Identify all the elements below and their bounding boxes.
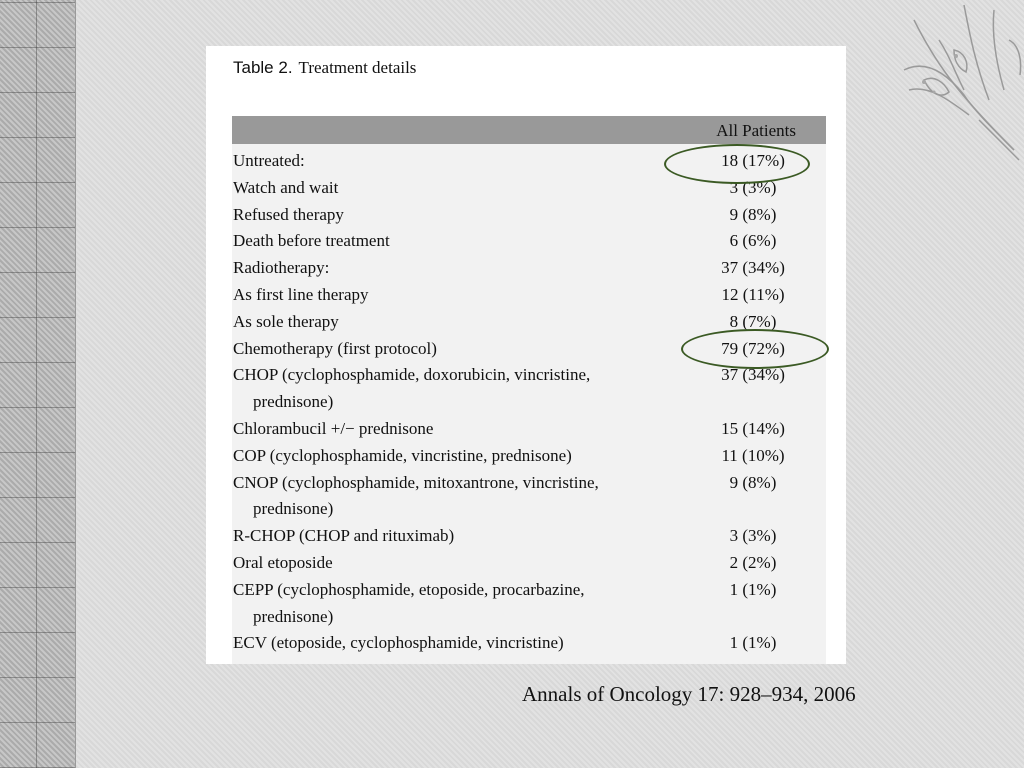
row-label-text: Radiotherapy: [233,258,330,278]
table-number: Table 2. [233,58,293,77]
row-value: 1 (1%) [729,633,777,653]
row-label-text: Watch and wait [233,177,339,197]
citation-text: Annals of Oncology 17: 928–934, 2006 [522,682,856,706]
table-title [233,58,416,78]
row-label [232,523,683,550]
row-label-text: Untreated: [233,151,305,170]
row-value: 2 (2%) [729,552,777,572]
row-label-text: CHOP (cyclophosphamide, doxorubicin, vincristine, [233,365,591,385]
row-value: 79 (72%) [721,338,785,358]
row-value: 6 (6%) [729,231,777,251]
table-row [232,416,826,443]
left-patterned-strip [0,0,76,768]
table-row [232,630,826,657]
row-value: 8 (7%) [729,311,777,331]
row-value: 3 (3%) [729,177,777,197]
table-row [232,470,826,524]
row-label [232,630,683,657]
row-label-text: As sole therapy [233,311,339,331]
row-label [232,148,683,175]
row-label-text: CNOP (cyclophosphamide, mitoxantrone, vincristine, [233,472,599,492]
row-label-text: Refused therapy [233,204,344,224]
row-label [232,202,683,229]
row-value: 11 (10%) [721,445,785,465]
table-body [232,144,826,657]
butterfly-ornament-icon [894,0,1024,170]
row-label [232,228,683,255]
row-label [232,255,683,282]
table-row [232,202,826,229]
row-label [232,362,683,416]
table-row [232,550,826,577]
row-value: 3 (3%) [729,526,777,546]
row-label-text: CEPP (cyclophosphamide, etoposide, procarbazine, [233,579,585,599]
row-label [232,577,683,631]
row-label [232,282,683,309]
row-label-text: Chlorambucil +/− prednisone [233,418,434,438]
row-value: 12 (11%) [721,284,785,304]
row-value: 37 (34%) [721,365,785,385]
table-header [232,116,826,144]
row-label [232,443,683,470]
treatment-table [232,116,826,664]
table-row [232,523,826,550]
table-row [232,362,826,416]
row-label [232,550,683,577]
row-label-text: Death before treatment [233,231,390,251]
row-label-continuation: prednisone) [253,499,334,519]
row-label [232,470,683,524]
row-label [232,336,683,363]
table-caption: Treatment details [298,58,417,77]
row-label-continuation: prednisone) [253,392,334,412]
table-row [232,577,826,631]
table-row [232,255,826,282]
row-label [232,175,683,202]
row-value: 18 (17%) [721,151,785,170]
column-header-all-patients: All Patients [716,121,796,140]
highlight-circle-untreated [664,144,810,184]
row-label-text: COP (cyclophosphamide, vincristine, prednisone) [233,445,572,465]
table-row [232,228,826,255]
row-value: 15 (14%) [721,418,785,438]
highlight-circle-chemotherapy [681,329,829,369]
row-label [232,309,683,336]
row-value: 9 (8%) [729,472,777,492]
row-label-text: ECV (etoposide, cyclophosphamide, vincristine) [233,633,564,653]
row-value: 1 (1%) [729,579,777,599]
row-value: 9 (8%) [729,204,777,224]
table-row [232,282,826,309]
row-label-text: Oral etoposide [233,552,333,572]
row-label-text: Chemotherapy (first protocol) [233,338,437,358]
row-label-text: R-CHOP (CHOP and rituximab) [233,526,455,546]
row-label [232,416,683,443]
row-label-text: As first line therapy [233,284,369,304]
row-label-continuation: prednisone) [253,606,334,626]
row-value: 37 (34%) [721,258,785,278]
table-image [206,46,846,664]
table-row [232,443,826,470]
